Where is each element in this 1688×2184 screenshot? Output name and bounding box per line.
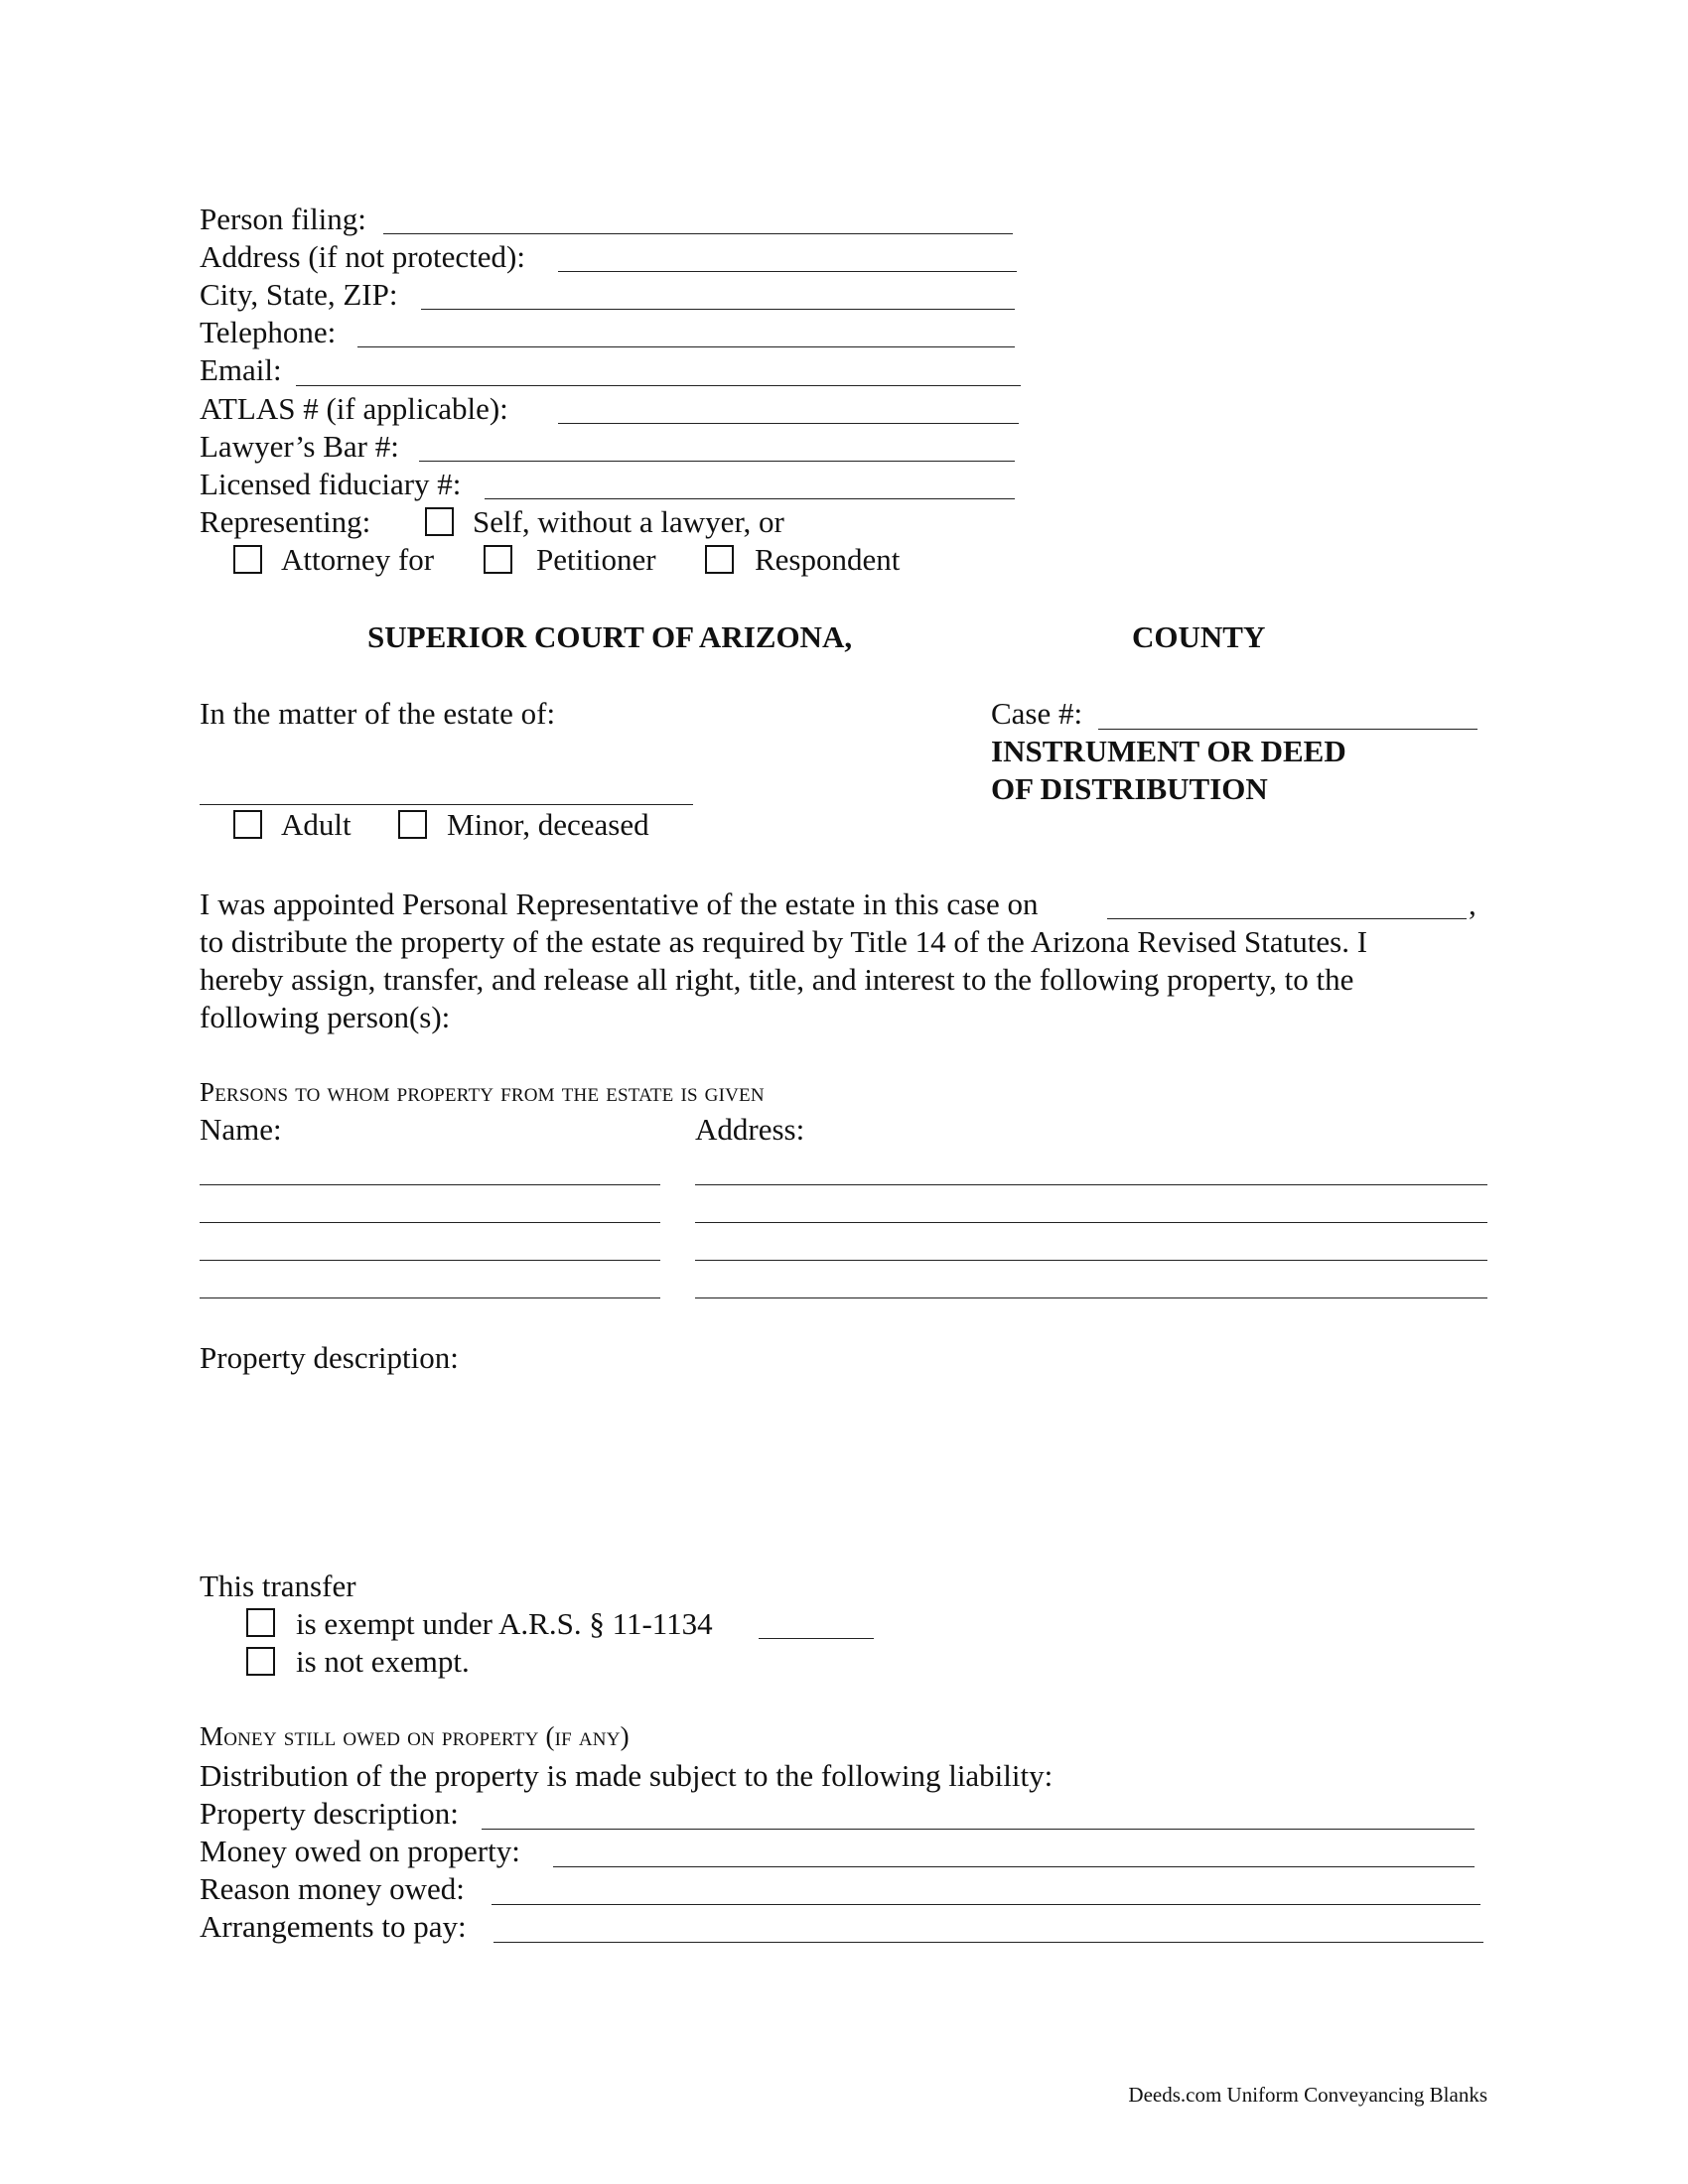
address-label: Address (if not protected): [200,239,525,274]
exempt-label: is exempt under A.R.S. § 11-1134 [296,1606,713,1641]
exemption-number-field[interactable] [759,1638,874,1639]
person-address-field-2[interactable] [695,1222,1487,1223]
liability-property-field[interactable] [482,1829,1475,1830]
arrangements-field[interactable] [493,1942,1483,1943]
address-field[interactable] [558,271,1017,272]
person-address-field-1[interactable] [695,1184,1487,1185]
person-address-field-4[interactable] [695,1297,1487,1298]
email-field[interactable] [296,385,1021,386]
adult-label: Adult [281,807,352,842]
petitioner-label: Petitioner [536,542,656,577]
bar-label: Lawyer’s Bar #: [200,429,399,464]
address-column-label: Address: [695,1112,805,1147]
estate-of-label: In the matter of the estate of: [200,696,556,731]
minor-deceased-checkbox[interactable] [398,810,427,839]
self-checkbox[interactable] [425,507,454,536]
exempt-checkbox[interactable] [246,1608,275,1637]
persons-heading: Persons to whom property from the estate is given [200,1077,765,1107]
court-name: SUPERIOR COURT OF ARIZONA, [367,619,853,654]
appointment-date-field[interactable] [1107,918,1467,919]
self-label: Self, without a lawyer, or [473,504,784,539]
reason-owed-field[interactable] [492,1904,1480,1905]
respondent-label: Respondent [755,542,901,577]
court-county: COUNTY [1132,619,1266,654]
atlas-label: ATLAS # (if applicable): [200,391,508,426]
money-owed-field[interactable] [553,1866,1475,1867]
fiduciary-label: Licensed fiduciary #: [200,467,462,501]
appointment-line4: following person(s): [200,1000,451,1034]
arrangements-label: Arrangements to pay: [200,1909,467,1944]
liability-intro: Distribution of the property is made subject to the following liability: [200,1758,1054,1793]
person-name-field-2[interactable] [200,1222,660,1223]
adult-checkbox[interactable] [233,810,262,839]
appointment-line3: hereby assign, transfer, and release all right, title, and interest to the following property, to the [200,962,1354,997]
transfer-label: This transfer [200,1569,356,1603]
property-description-label: Property description: [200,1340,459,1375]
appointment-line1: I was appointed Personal Representative of the estate in this case on [200,887,1039,921]
telephone-label: Telephone: [200,315,337,349]
person-name-field-4[interactable] [200,1297,660,1298]
attorney-for-checkbox[interactable] [233,545,262,574]
document-title-line2: OF DISTRIBUTION [991,771,1268,806]
attorney-for-label: Attorney for [281,542,435,577]
bar-field[interactable] [419,461,1015,462]
document-title-line1: INSTRUMENT OR DEED [991,734,1346,768]
case-number-field[interactable] [1098,729,1477,730]
liability-property-label: Property description: [200,1796,459,1831]
email-label: Email: [200,352,282,387]
estate-name-field[interactable] [200,804,693,805]
atlas-field[interactable] [558,423,1019,424]
telephone-field[interactable] [357,346,1015,347]
person-name-field-3[interactable] [200,1260,660,1261]
appointment-comma: , [1469,887,1477,921]
city-state-zip-field[interactable] [421,309,1015,310]
appointment-line2: to distribute the property of the estate as required by Title 14 of the Arizona Revised Statutes. I [200,924,1368,959]
person-filing-label: Person filing: [200,202,366,236]
minor-deceased-label: Minor, deceased [447,807,649,842]
person-name-field-1[interactable] [200,1184,660,1185]
reason-owed-label: Reason money owed: [200,1871,465,1906]
not-exempt-checkbox[interactable] [246,1647,275,1676]
person-filing-field[interactable] [383,233,1013,234]
not-exempt-label: is not exempt. [296,1644,470,1679]
petitioner-checkbox[interactable] [484,545,512,574]
representing-label: Representing: [200,504,371,539]
respondent-checkbox[interactable] [705,545,734,574]
footer-text: Deeds.com Uniform Conveyancing Blanks [1128,2083,1487,2107]
person-address-field-3[interactable] [695,1260,1487,1261]
case-number-label: Case #: [991,696,1083,731]
money-owed-label: Money owed on property: [200,1834,520,1868]
fiduciary-field[interactable] [485,498,1015,499]
city-state-zip-label: City, State, ZIP: [200,277,398,312]
name-column-label: Name: [200,1112,282,1147]
money-owed-heading: Money still owed on property (if any) [200,1721,630,1751]
